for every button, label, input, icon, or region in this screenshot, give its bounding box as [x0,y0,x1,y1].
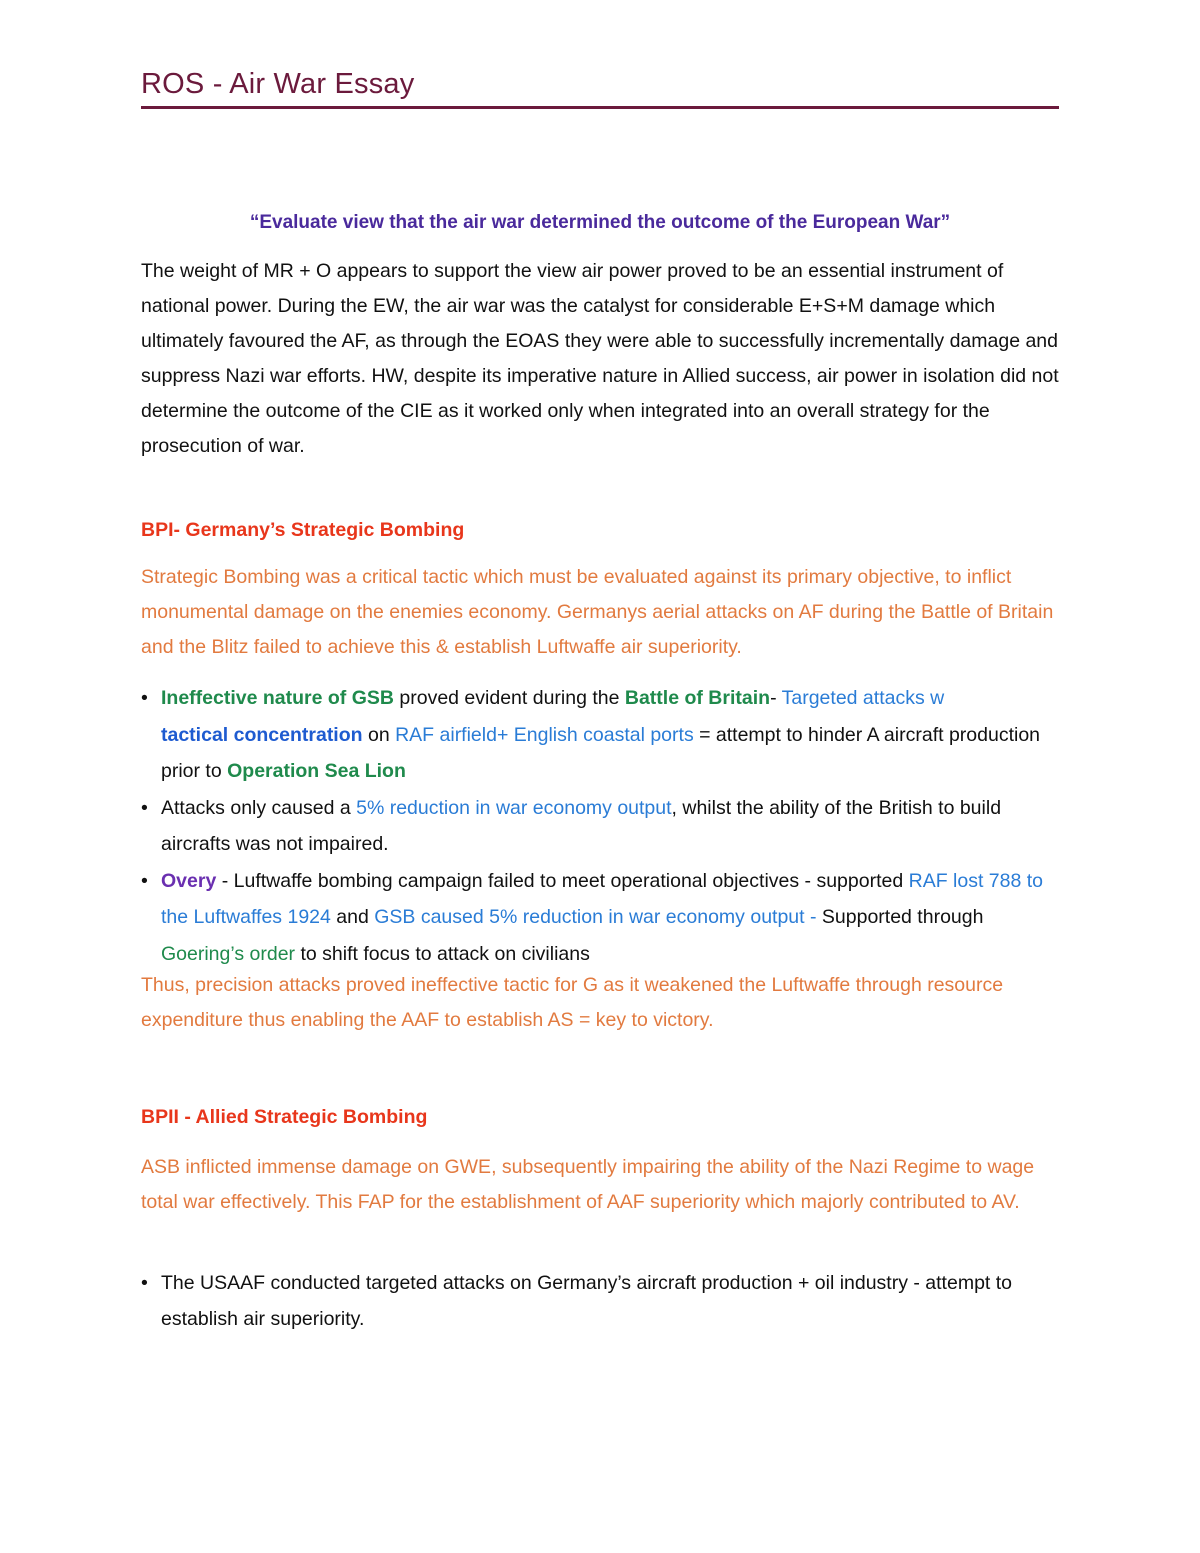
bullet-text: - Luftwaffe bombing campaign failed to meet operational objectives - supported [216,869,909,892]
bullet-evidence: Targeted attacks w [781,687,945,709]
bullet-glyph: • [141,869,148,892]
bullet-text: and [330,906,375,928]
bullet-glyph: • [141,1272,148,1294]
historian-name: Overy [161,869,217,892]
bullet-glyph: • [141,796,148,819]
bullet-keyword: Operation Sea Lion [227,760,406,782]
list-item [141,790,1061,863]
bullet-text: Supported through [816,906,984,928]
bullet-text: = attempt to hinder A aircraft production prior to [161,723,1041,782]
bp1-bullet-list [141,680,1061,972]
bullet-glyph: • [141,687,148,709]
document-title: ROS - Air War Essay [141,68,415,100]
intro-paragraph: The weight of MR + O appears to support the view air power proved to be an essential instrument of national power. During the EW, the air war was the catalyst for considerable E+S+M damage which ultimately favoured the AF, as through the EOAS they were able to successfully incrementally damage and suppress Nazi war efforts. HW, despite its imperative nature in Allied success, air power in isolation did not determine the outcome of the CIE as it worked only when integrated into an overall strategy for the prosecution of war. [141,260,1059,457]
bullet-text: The USAAF conducted targeted attacks on Germany’s aircraft production + oil industry - attempt to establish air superiority. [161,1272,1013,1330]
list-item [141,1265,1061,1337]
bullet-evidence: RAF airfield+ English coastal ports [395,723,694,746]
bullet-evidence: GSB caused 5% reduction in war economy output - [374,906,817,928]
bullet-keyword: tactical concentration [161,723,363,746]
list-item [141,863,1061,973]
bullet-keyword: Ineffective nature of GSB [161,687,394,709]
bp1-conclusion: Thus, precision attacks proved ineffective tactic for G as it weakened the Luftwaffe through resource expenditure thus enabling the AAF to establish AS = key to victory. [141,974,1004,1031]
list-item [141,680,1061,790]
bullet-keyword: Battle of Britain [624,687,771,709]
bullet-text: proved evident during the [393,687,625,709]
bullet-text: , whilst the ability of the British to build aircrafts was not impaired. [161,796,1002,855]
bullet-evidence: Goering’s order [161,942,296,965]
bullet-text: - [770,687,782,709]
essay-question: “Evaluate view that the air war determined the outcome of the European War” [249,212,951,233]
bp2-heading: BPII - Allied Strategic Bombing [141,1106,428,1128]
title-divider [141,106,1059,109]
bp2-bullet-list [141,1265,1061,1337]
bullet-text: Attacks only caused a [161,796,357,819]
bullet-text: on [362,723,396,746]
bullet-text: to shift focus to attack on civilians [295,942,590,965]
bp1-summary: Strategic Bombing was a critical tactic which must be evaluated against its primary objective, to inflict monumental damage on the enemies economy. Germanys aerial attacks on AF during the Battle of Britain and the Blitz failed to achieve this & establish Luftwaffe air superiority. [141,566,1054,658]
bullet-evidence: 5% reduction in war economy output [356,796,672,819]
bp1-heading: BPI- Germany’s Strategic Bombing [141,519,465,541]
bullet-evidence: RAF lost 788 to the Luftwaffes 1924 [161,869,1044,928]
bp2-summary: ASB inflicted immense damage on GWE, subsequently impairing the ability of the Nazi Regime to wage total war effectively. This FAP for the establishment of AAF superiority which majorly contributed to AV. [141,1156,1035,1213]
